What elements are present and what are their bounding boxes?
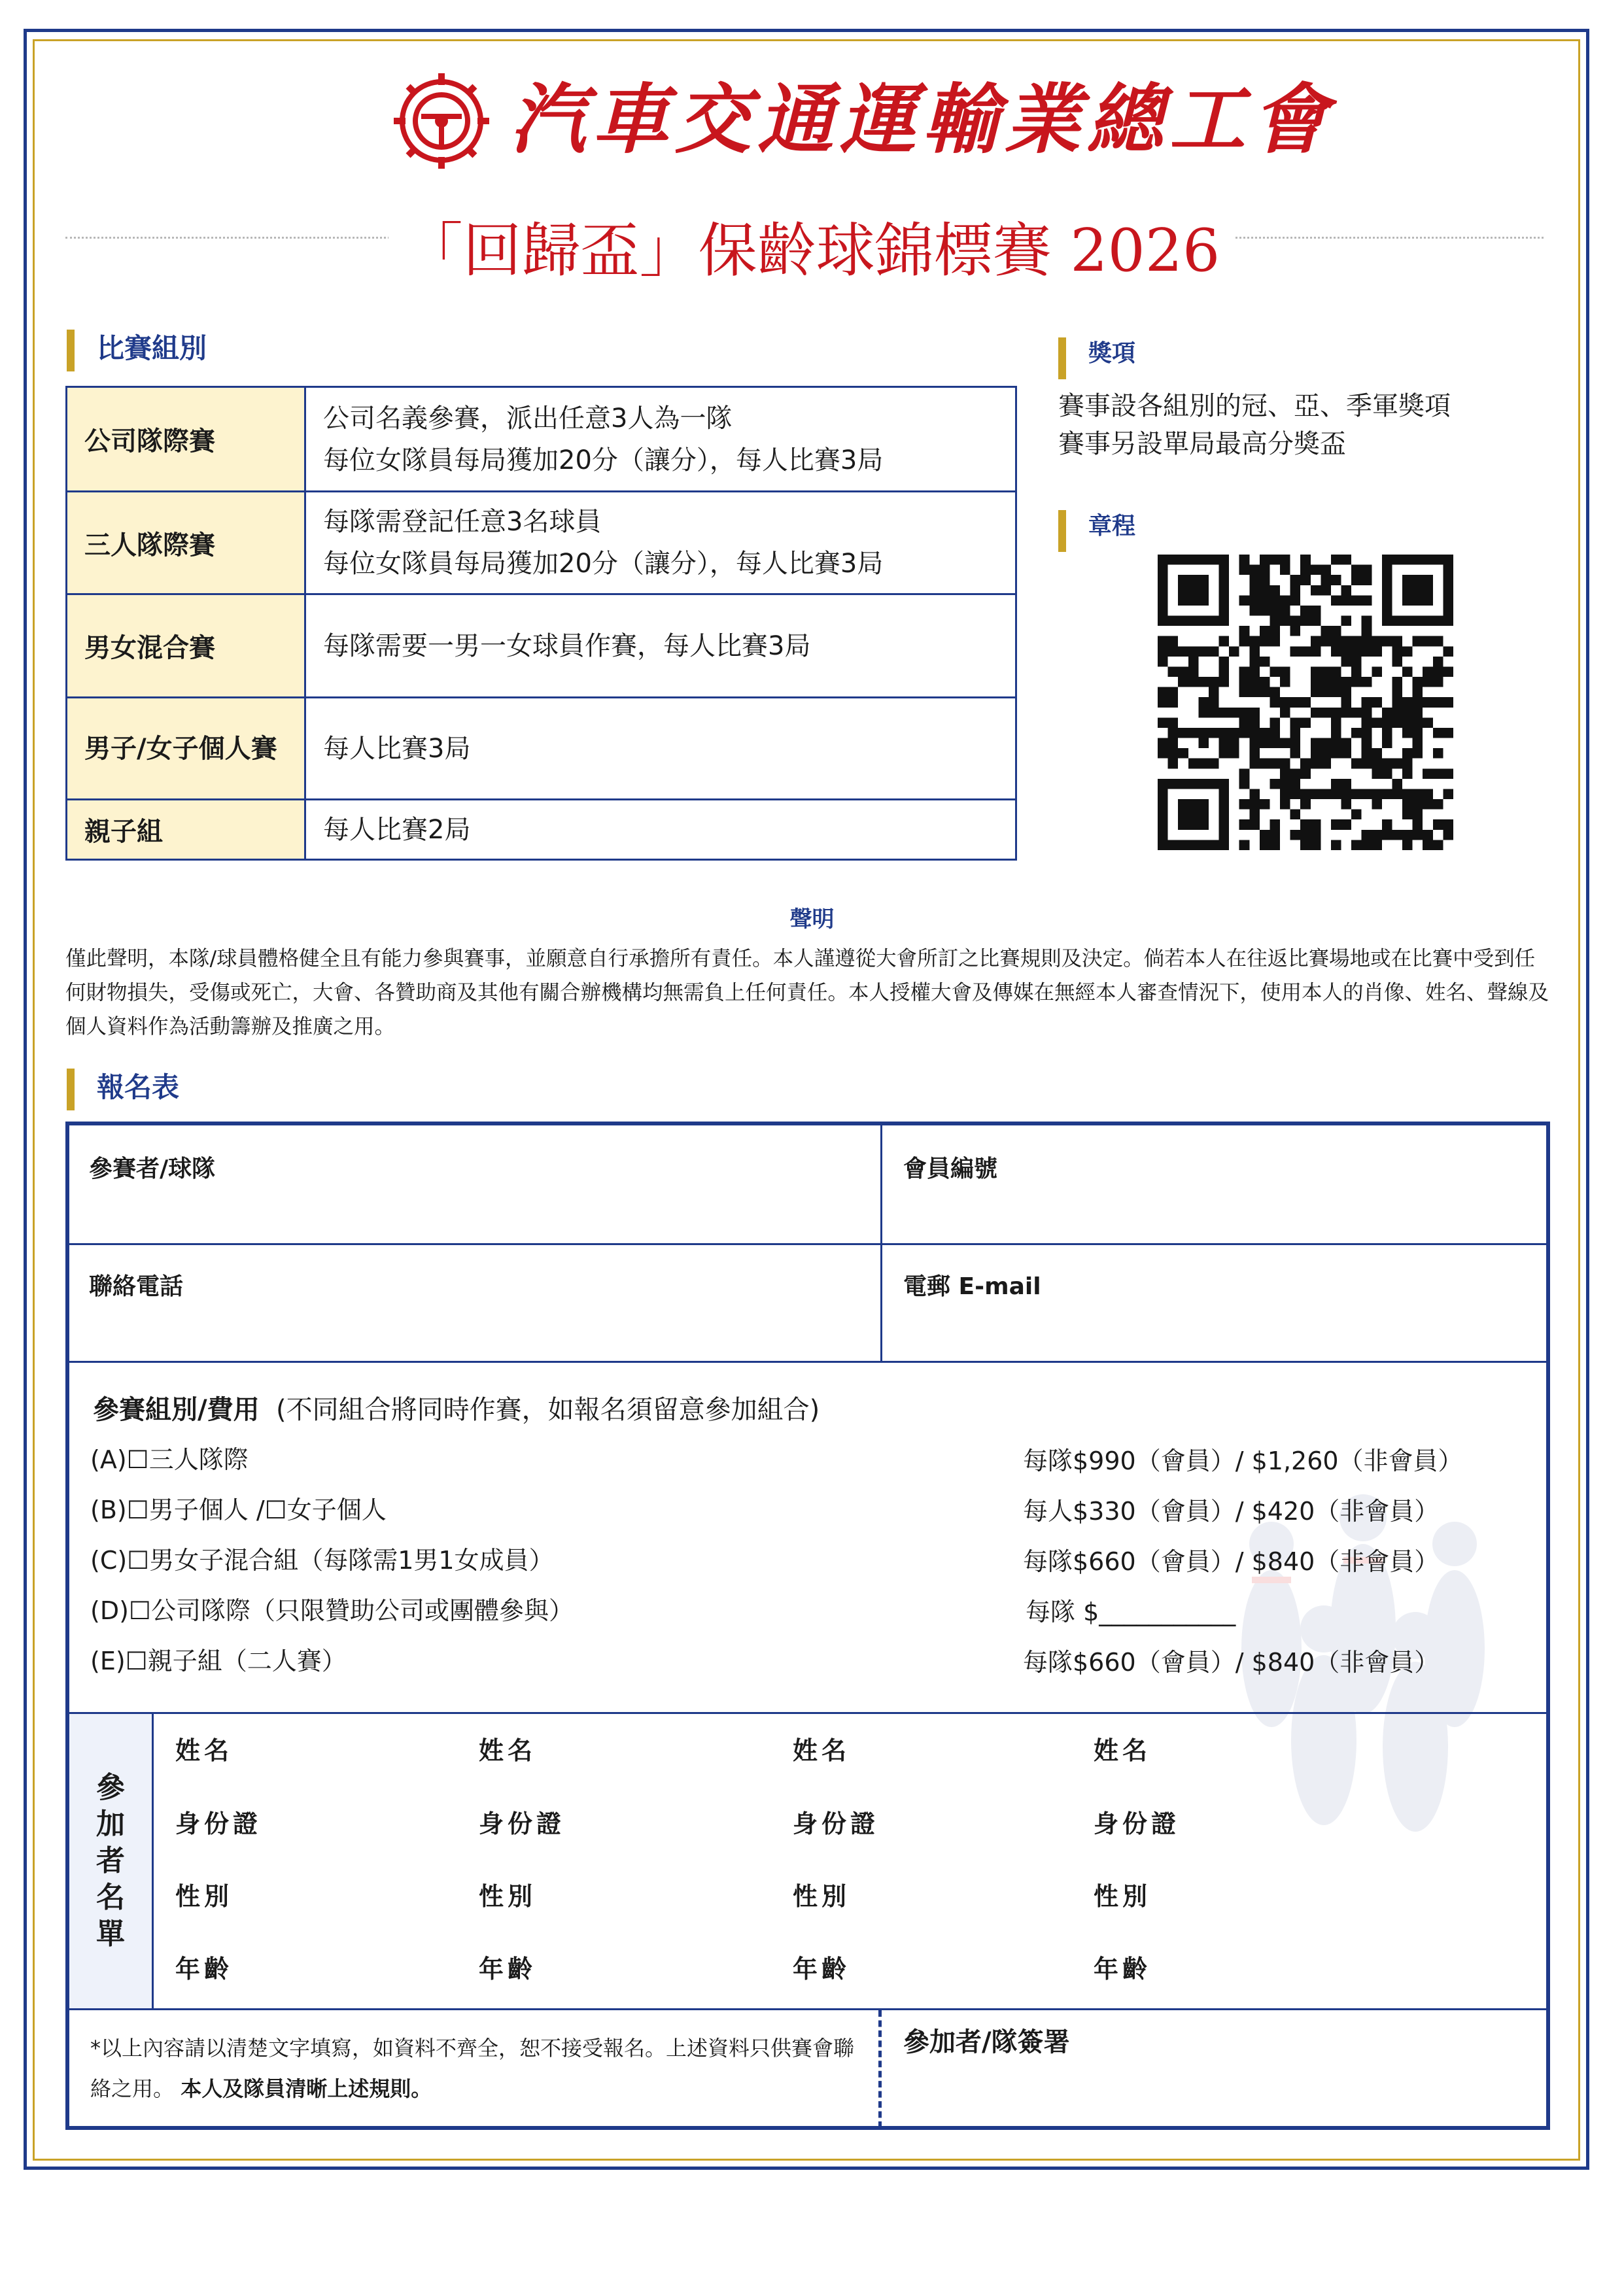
category-desc <box>305 492 1016 594</box>
participant-2-gender-field[interactable]: 性別 <box>479 1882 537 1911</box>
form-note-text: *以上內容請以清楚文字填寫，如資料不齊全，恕不接受報名。上述資料只供賽會聯絡之用。 <box>90 2036 855 2101</box>
category-desc <box>305 387 1016 492</box>
category-desc: 每人比賽2局 <box>305 800 1016 860</box>
prize-text <box>1058 387 1451 463</box>
option-a-price: 每隊$990（會員）/ $1,260（非會員） <box>1023 1447 1463 1475</box>
member-no-label: 會員編號 <box>903 1156 998 1182</box>
registration-form <box>65 1122 1550 2130</box>
section-rules: 章程 <box>1088 507 1135 541</box>
phone-label: 聯絡電話 <box>89 1273 184 1300</box>
participant-4-gender-field[interactable]: 性別 <box>1094 1882 1152 1911</box>
event-title: 「回歸盃」保齡球錦標賽 2026 <box>0 203 1624 288</box>
category-desc-line: 公司名義參賽，派出任意3人為一隊 <box>323 403 733 434</box>
option-b-checkbox[interactable]: (B)☐男子個人 /☐女子個人 <box>90 1496 387 1524</box>
participant-3-gender-field[interactable]: 性別 <box>793 1882 851 1911</box>
table-row <box>67 800 1016 860</box>
participant-list-text: 參 加 者 名 單 <box>96 1771 125 1951</box>
option-b-price: 每人$330（會員）/ $420（非會員） <box>1023 1497 1440 1526</box>
participant-1-name-field[interactable]: 姓名 <box>175 1736 233 1765</box>
category-name: 男女混合賽 <box>67 594 305 698</box>
participant-3-id-field[interactable]: 身份證 <box>793 1809 880 1838</box>
participant-3-name-field[interactable]: 姓名 <box>793 1736 851 1765</box>
category-name: 親子組 <box>67 800 305 860</box>
participant-4-age-field[interactable]: 年齡 <box>1094 1955 1152 1983</box>
category-desc: 每隊需要一男一女球員作賽，每人比賽3局 <box>305 594 1016 698</box>
participant-2-id-field[interactable]: 身份證 <box>479 1809 566 1838</box>
rules-qr-code[interactable] <box>1158 555 1453 850</box>
email-label: 電郵 E-mail <box>903 1273 1041 1300</box>
participant-3-age-field[interactable]: 年齡 <box>793 1955 851 1983</box>
row-divider <box>69 1712 1546 1714</box>
signature-label: 參加者/隊簽署 <box>903 2027 1070 2057</box>
participant-1-id-field[interactable]: 身份證 <box>175 1809 262 1838</box>
table-row <box>67 492 1016 594</box>
option-d-price[interactable]: 每隊 $___________ <box>1026 1598 1236 1626</box>
option-e-price: 每隊$660（會員）/ $840（非會員） <box>1023 1648 1440 1677</box>
statement-body: 僅此聲明，本隊/球員體格健全且有能力參與賽事，並願意自行承擔所有責任。本人謹遵從大會所訂之比賽規則及決定。倘若本人在往返比賽場地或在比賽中受到任何財物損失，受傷或死亡，大會、各贊助商及其他有關合辦機構均無需負上任何責任。本人授權大會及傳媒在無經本人審查情況下，使用本人的肖像、姓名、聲線及個人資料作為活動籌辦及推廣之用。 <box>65 947 1549 1038</box>
prize-line: 賽事設各組別的冠、亞、季軍獎項 <box>1058 391 1451 421</box>
col-divider <box>152 1714 154 2008</box>
form-note-bold: 本人及隊員清晰上述規則。 <box>181 2076 432 2101</box>
section-categories: 比賽組別 <box>97 327 207 366</box>
fee-heading-note: (不同組合將同時作賽，如報名須留意參加組合) <box>276 1395 820 1425</box>
prize-line: 賽事另設單局最高分獎盃 <box>1058 429 1346 459</box>
union-logo-icon <box>392 72 491 170</box>
org-name: 汽車交通運輸業總工會 <box>510 75 1334 164</box>
participant-4-name-field[interactable]: 姓名 <box>1094 1736 1152 1765</box>
form-note <box>90 2028 869 2109</box>
option-a-checkbox[interactable]: (A)☐三人隊際 <box>90 1445 249 1474</box>
table-row <box>67 698 1016 800</box>
category-name: 男子/女子個人賽 <box>67 698 305 800</box>
statement-title: 聲明 <box>789 906 835 933</box>
category-desc: 每人比賽3局 <box>305 698 1016 800</box>
category-desc-line: 每位女隊員每局獲加20分（讓分），每人比賽3局 <box>323 549 884 579</box>
row-divider <box>69 2008 1546 2010</box>
table-row <box>67 387 1016 492</box>
option-c-price: 每隊$660（會員）/ $840（非會員） <box>1023 1547 1440 1576</box>
section-prizes: 獎項 <box>1088 335 1135 368</box>
participant-2-age-field[interactable]: 年齡 <box>479 1955 537 1983</box>
category-desc-line: 每隊需登記任意3名球員 <box>323 507 602 537</box>
participant-2-name-field[interactable]: 姓名 <box>479 1736 537 1765</box>
fee-heading-label: 參賽組別/費用 <box>93 1395 260 1425</box>
row-divider <box>69 1361 1546 1363</box>
fee-heading <box>93 1389 820 1426</box>
participant-1-gender-field[interactable]: 性別 <box>175 1882 233 1911</box>
category-name: 公司隊際賽 <box>67 387 305 492</box>
table-row <box>67 594 1016 698</box>
signature-divider <box>878 2010 882 2128</box>
section-registration: 報名表 <box>97 1066 179 1105</box>
participant-list-label <box>69 1714 152 2008</box>
option-e-checkbox[interactable]: (E)☐親子組（二人賽） <box>90 1647 347 1675</box>
participant-4-id-field[interactable]: 身份證 <box>1094 1809 1181 1838</box>
col-divider <box>880 1125 882 1363</box>
option-c-checkbox[interactable]: (C)☐男女子混合組（每隊需1男1女成員） <box>90 1546 554 1575</box>
participant-1-age-field[interactable]: 年齡 <box>175 1955 233 1983</box>
row-divider <box>69 1243 1546 1245</box>
participant-label: 參賽者/球隊 <box>89 1156 216 1182</box>
category-table <box>65 386 1017 861</box>
option-d-checkbox[interactable]: (D)☐公司隊際（只限贊助公司或團體參與） <box>90 1596 574 1625</box>
category-name: 三人隊際賽 <box>67 492 305 594</box>
category-desc-line: 每位女隊員每局獲加20分（讓分），每人比賽3局 <box>323 445 884 475</box>
